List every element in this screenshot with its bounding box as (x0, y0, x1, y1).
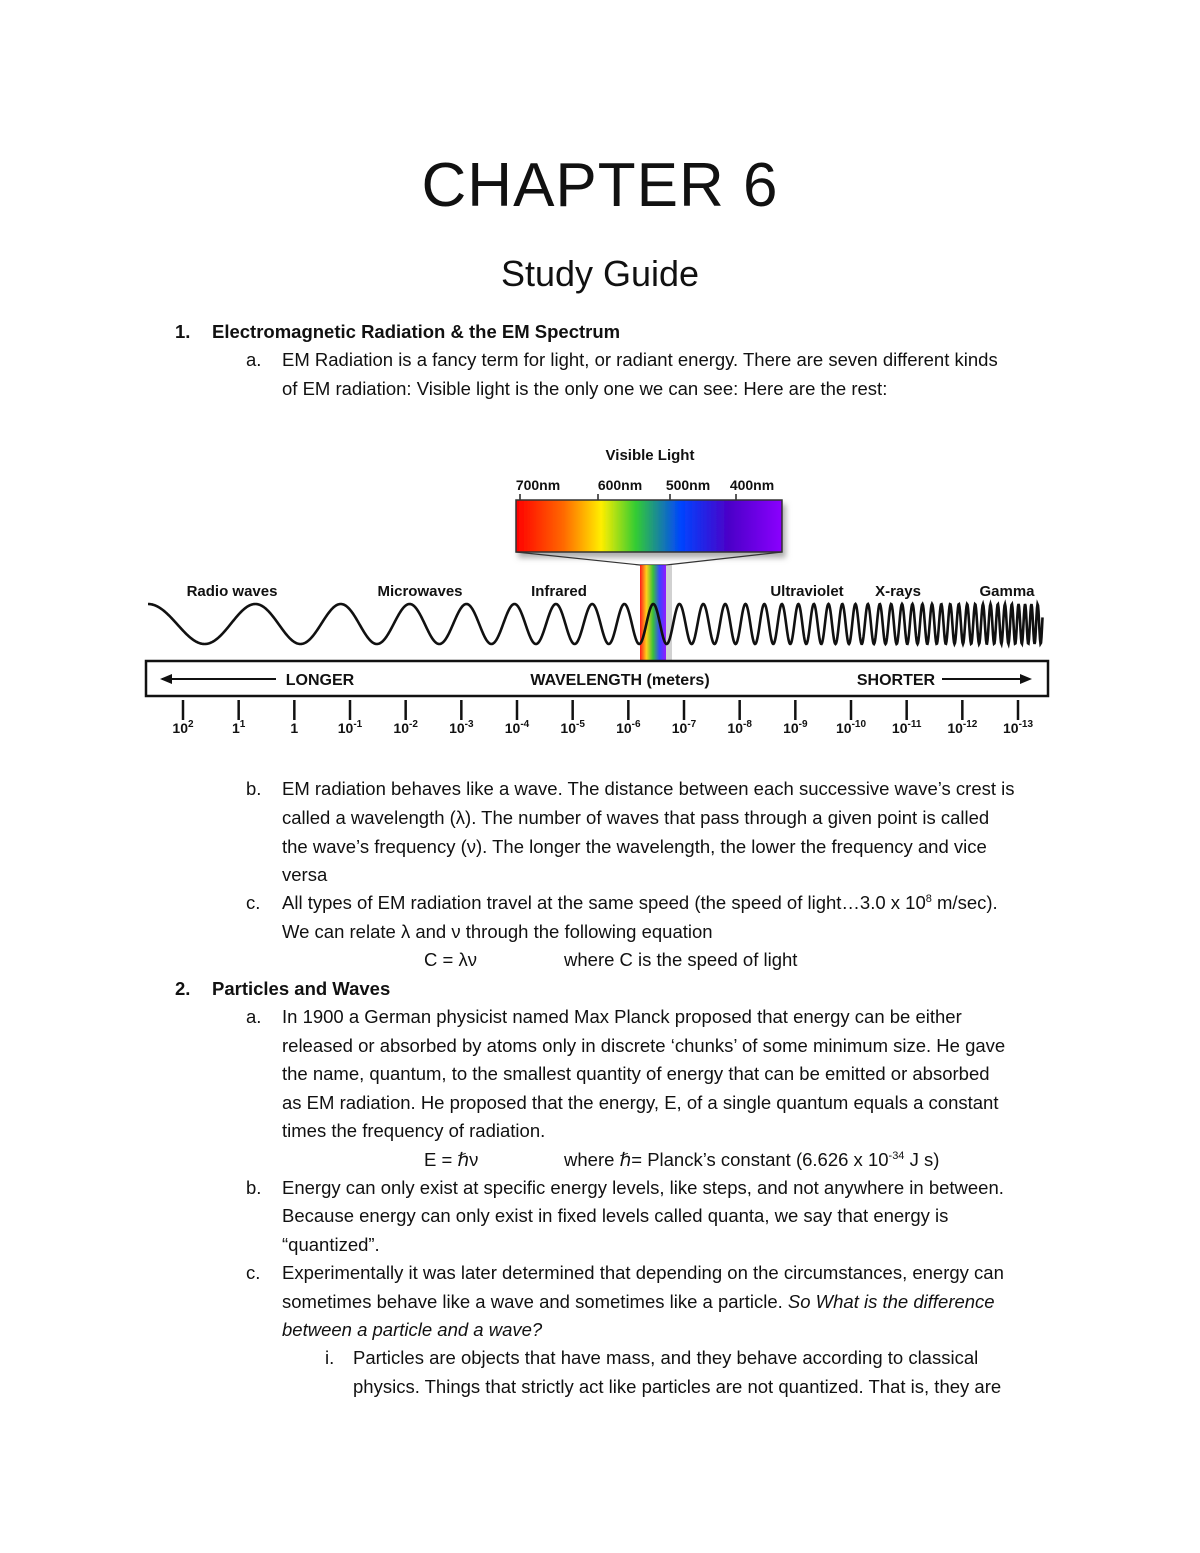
nm-tick-marks (520, 494, 736, 500)
wavelength-tick-label: $10^{-6}$ (616, 719, 641, 736)
wavelength-tick-label: $10^{-7}$ (671, 719, 697, 736)
section2-b-line3: “quantized”. (282, 1234, 380, 1255)
planck-exponent: -34 (888, 1149, 905, 1162)
c-line1-tail: m/sec). (931, 892, 998, 913)
section1-a-line2: of EM radiation: Visible light is the only one we can see: Here are the rest: (282, 378, 888, 399)
planck-equation-note (564, 1146, 939, 1175)
wavelength-tick-label: $10^2$ (172, 719, 194, 736)
section1-b-line1: EM radiation behaves like a wave. The distance between each successive wave’s crest is (282, 778, 1015, 799)
section2-b-line2: Because energy can only exist in fixed levels called quanta, we say that energy is (282, 1205, 949, 1226)
em-spectrum-diagram (140, 438, 1060, 748)
wavelength-tick-label: $10^{-11}$ (891, 719, 922, 736)
zoom-callout-lines (516, 552, 782, 565)
wavelength-tick-label: $10^{-3}$ (449, 719, 474, 736)
nm-label-700: 700nm (515, 477, 561, 493)
section2-a-line1: In 1900 a German physicist named Max Planck proposed that energy can be either (282, 1006, 962, 1027)
page-subtitle: Study Guide (500, 253, 700, 294)
section2-i-line2: physics. Things that strictly act like particles are not quantized. That is, they are (353, 1376, 1002, 1397)
nm-label-400: 400nm (729, 477, 775, 493)
speed-equation-note: where C is the speed of light (564, 949, 798, 970)
wavelength-ticks (172, 700, 1033, 736)
wavelength-tick-label: $1^1$ (231, 719, 246, 736)
wavelength-tick-label: $10^{-1}$ (337, 719, 363, 736)
visible-light-title: Visible Light (605, 447, 695, 464)
wavelength-tick-label: $10^{-9}$ (783, 719, 808, 736)
band-label-ultraviolet: Ultraviolet (770, 583, 844, 600)
em-wave (148, 604, 1043, 644)
section1-a-line1: EM Radiation is a fancy term for light, or radiant energy. There are seven different kinds (282, 349, 998, 370)
visible-spectrum-bar (516, 500, 782, 552)
wavelength-tick-label: $10^{-5}$ (560, 719, 585, 736)
wavelength-tick-label: $10^{-12}$ (947, 719, 978, 736)
section1-c-line2: We can relate λ and ν through the following equation (282, 921, 713, 942)
planck-equation: E = ℏν (424, 1149, 479, 1170)
planck-note-tail: J s) (904, 1149, 940, 1170)
wavelength-tick-label: $10^{-2}$ (393, 719, 418, 736)
section2-a-line5: times the frequency of radiation. (282, 1120, 546, 1141)
section2-i-marker: i. (325, 1347, 335, 1368)
axis-label-shorter: SHORTER (856, 672, 936, 689)
band-label-xrays: X-rays (875, 583, 921, 600)
section2-a-marker: a. (246, 1006, 262, 1027)
section2-a-line3: the name, quantum, to the smallest quantity of energy that can be emitted or absorbed (282, 1063, 990, 1084)
nm-label-600: 600nm (597, 477, 643, 493)
section1-b-line3: the wave’s frequency (ν). The longer the wavelength, the lower the frequency and vice (282, 836, 987, 857)
section1-c-marker: c. (246, 892, 261, 913)
section1-b-line2: called a wavelength (λ). The number of waves that pass through a given point is called (282, 807, 990, 828)
section1-c-line1 (282, 889, 998, 918)
wavelength-tick-label: $10^{-8}$ (727, 719, 752, 736)
section1-b-marker: b. (246, 778, 262, 799)
wavelength-tick-label: $10^{-4}$ (504, 719, 530, 736)
section2-heading: Particles and Waves (212, 978, 391, 999)
section2-b-line1: Energy can only exist at specific energy levels, like steps, and not anywhere in between. (282, 1177, 1004, 1198)
axis-label-longer: LONGER (285, 672, 355, 689)
section1-b-line4: versa (282, 864, 328, 885)
axis-label-wavelength: WAVELENGTH (meters) (530, 672, 710, 689)
section2-c-line3: between a particle and a wave? (282, 1319, 543, 1340)
nm-label-500: 500nm (665, 477, 711, 493)
wavelength-tick-label: 1 (290, 720, 299, 736)
section2-number: 2. (175, 978, 191, 999)
section1-a-marker: a. (246, 349, 262, 370)
section2-c-marker: c. (246, 1262, 261, 1283)
section2-a-line4: as EM radiation. He proposed that the energy, E, of a single quantum equals a constant (282, 1092, 999, 1113)
wavelength-tick-label: $10^{-10}$ (835, 719, 867, 736)
planck-note-text: where ℏ= Planck’s constant (6.626 x 10 (564, 1149, 889, 1170)
beam-shadow (666, 565, 672, 668)
c-line1-exponent: 8 (925, 892, 932, 905)
band-label-gamma: Gamma (979, 583, 1035, 600)
section2-c-line1: Experimentally it was later determined that depending on the circumstances, energy can (282, 1262, 1004, 1283)
section2-b-marker: b. (246, 1177, 262, 1198)
c-line2-question: So What is the difference (787, 1291, 995, 1312)
band-label-microwaves: Microwaves (377, 583, 463, 600)
band-label-radio: Radio waves (186, 583, 278, 600)
band-label-infrared: Infrared (531, 583, 587, 600)
c-line1-text: All types of EM radiation travel at the same speed (the speed of light…3.0 x 10 (282, 892, 926, 913)
speed-equation: C = λν (424, 949, 477, 970)
section1-number: 1. (175, 321, 191, 342)
section2-a-line2: released or absorbed by atoms only in discrete ‘chunks’ of some minimum size. He gave (282, 1035, 1006, 1056)
section2-i-line1: Particles are objects that have mass, and they behave according to classical (353, 1347, 979, 1368)
visible-light-beam (640, 565, 666, 668)
c-line2-text: sometimes behave like a wave and sometimes like a particle. (282, 1291, 788, 1312)
wavelength-tick-label: $10^{-13}$ (1002, 719, 1034, 736)
section1-heading: Electromagnetic Radiation & the EM Spectrum (212, 321, 621, 342)
section2-c-line2 (282, 1288, 995, 1317)
page-title: CHAPTER 6 (421, 151, 779, 220)
